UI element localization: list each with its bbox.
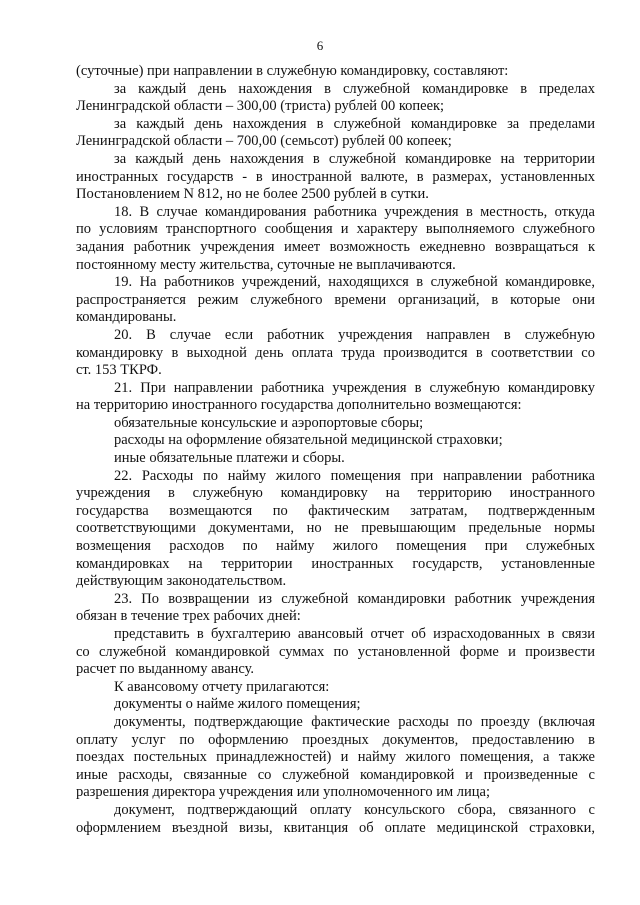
text-line: командировку в выходной день оплата труда производится в соответствии со <box>76 344 595 361</box>
text-line: 18. В случае командирования работника учреждения в местность, откуда <box>114 203 595 220</box>
text-line: Ленинградской области – 300,00 (триста) рублей 00 копеек; <box>76 98 445 115</box>
text-line: оплату услуг по оформлению проездных документов, предоставлению в <box>76 731 595 748</box>
text-line: документы о найме жилого помещения; <box>114 696 361 713</box>
text-line: за каждый день нахождения в служебной командировке на территории <box>114 150 595 167</box>
text-line: 23. По возвращении из служебной командировки работник учреждения <box>114 590 595 607</box>
text-line: обязательные консульские и аэропортовые сборы; <box>114 414 424 431</box>
text-line: командированы. <box>76 309 177 326</box>
text-line: поездах постельных принадлежностей) и найму жилого помещения, а также <box>76 749 595 766</box>
text-line: расходы на оформление обязательной медицинской страховки; <box>114 432 503 449</box>
text-line: Постановлением N 812, но не более 2500 рублей в сутки. <box>76 186 429 203</box>
text-line: иные расходы, связанные со служебной командировкой и произведенные с <box>76 766 595 783</box>
text-line: за каждый день нахождения в служебной командировке в пределах <box>114 80 595 97</box>
text-line: соответствующими документами, но не превышающим предельные нормы <box>76 520 595 537</box>
text-line: оформлением въездной визы, квитанция об оплате медицинской страховки, <box>76 819 595 836</box>
text-line: К авансовому отчету прилагаются: <box>114 678 330 695</box>
text-line: 21. При направлении работника учреждения в служебную командировку <box>114 379 595 396</box>
text-line: со служебной командировкой суммах по установленной форме и произвести <box>76 643 595 660</box>
text-line: постоянному месту жительства, суточные не выплачиваются. <box>76 256 456 273</box>
text-line: расчет по выданному авансу. <box>76 661 255 678</box>
text-line: Ленинградской области – 700,00 (семьсот) рублей 00 копеек; <box>76 133 452 150</box>
text-line: документ, подтверждающий оплату консульского сбора, связанного с <box>114 801 595 818</box>
text-line: действующим законодательством. <box>76 573 287 590</box>
text-line: разрешения директора учреждения или уполномоченного им лица; <box>76 784 490 801</box>
text-line: государства возмещаются по фактическим затратам, подтвержденным <box>76 502 595 519</box>
document-body <box>76 63 595 837</box>
text-line: иностранных государств - в иностранной валюте, в размерах, установленных <box>76 168 595 185</box>
text-line: ст. 153 ТКРФ. <box>76 362 162 379</box>
text-line: 20. В случае если работник учреждения направлен в служебную <box>114 326 595 343</box>
text-line: 19. На работников учреждений, находящихся в служебной командировке, <box>114 274 595 291</box>
text-line: (суточные) при направлении в служебную командировку, составляют: <box>76 63 509 79</box>
text-line: по условиям транспортного сообщения и характеру выполняемого служебного <box>76 221 595 238</box>
text-line: иные обязательные платежи и сборы. <box>114 450 345 467</box>
text-line: документы, подтверждающие фактические расходы по проезду (включая <box>114 713 595 730</box>
text-line: обязан в течение трех рабочих дней: <box>76 608 301 625</box>
text-line: учреждения в служебную командировку на территорию иностранного <box>76 485 595 502</box>
text-line: за каждый день нахождения в служебной командировке за пределами <box>114 115 595 132</box>
text-line: представить в бухгалтерию авансовый отчет об израсходованных в связи <box>114 626 595 642</box>
text-line: задания работник учреждения имеет возможность ежедневно возвращаться к <box>76 238 595 255</box>
text-line: на территорию иностранного государства дополнительно возмещаются: <box>76 397 522 414</box>
text-line: возмещения расходов по найму жилого помещения при служебных <box>76 538 595 555</box>
page-number: 6 <box>316 38 324 53</box>
text-line: 22. Расходы по найму жилого помещения при направлении работника <box>114 467 595 484</box>
text-line: распространяется режим служебного времени организаций, в которые они <box>76 291 595 308</box>
text-line: командировках на территории иностранных государств, установленные <box>76 555 595 572</box>
